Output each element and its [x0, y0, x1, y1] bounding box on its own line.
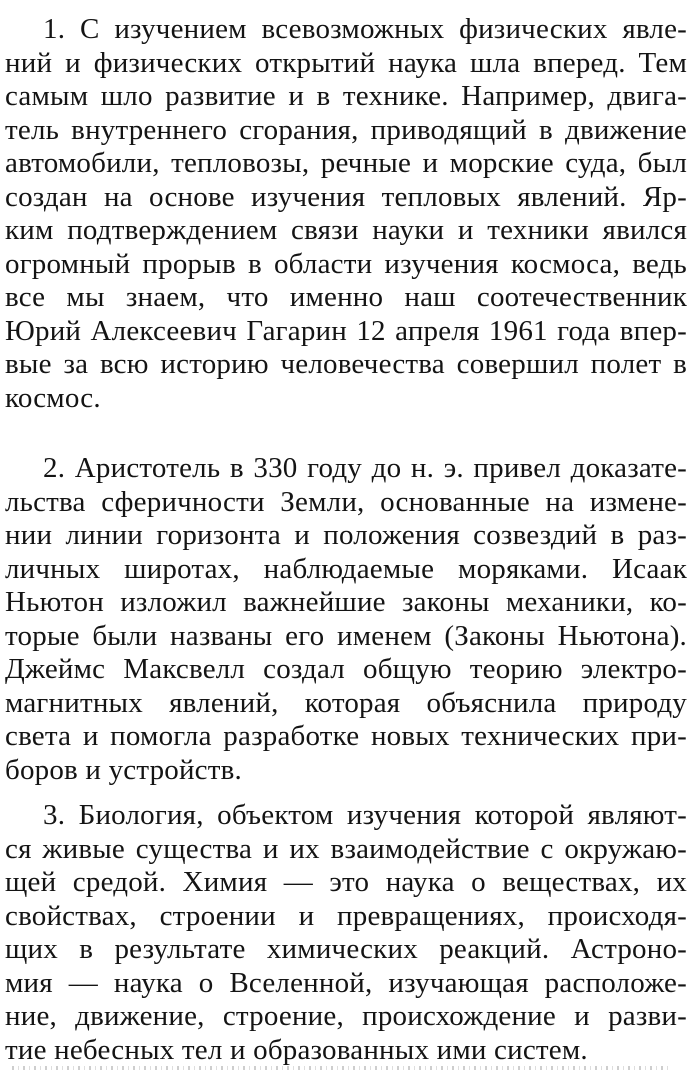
text-line: личных широтах, наблюдаемые моряками. Исаак: [5, 552, 687, 585]
text-line: Юрий Алексеевич Гагарин 12 апреля 1961 года впер-: [5, 314, 687, 347]
paragraph-1: [5, 13, 687, 415]
text-line: космос.: [5, 381, 101, 414]
text-line: Ньютон изложил важнейшие законы механики, ко-: [5, 586, 687, 618]
text-line: 1. С изучением всевозможных физических явле-: [43, 13, 687, 45]
text-line: света и помогла разработке новых технических при-: [5, 720, 687, 752]
text-line: боров и устройств.: [5, 753, 242, 786]
text-line: Джеймс Максвелл создал общую теорию электро-: [5, 653, 687, 685]
text-line: 2. Аристотель в 330 году до н. э. привел доказате-: [43, 452, 687, 484]
text-line: тие небесных тел и образованных ими систем.: [5, 1033, 588, 1066]
text-line: щих в результате химических реакций. Астроно-: [5, 933, 687, 965]
text-line: автомобили, тепловозы, речные и морские суда, был: [5, 147, 687, 179]
text-line: вые за всю историю человечества совершил полет в: [5, 348, 687, 380]
text-line: мия — наука о Вселенной, изучающая расположе-: [5, 966, 687, 999]
text-line: магнитных явлений, которая объяснила природу: [5, 686, 687, 719]
text-line: 3. Биология, объектом изучения которой являют-: [43, 799, 687, 831]
text-line: нии линии горизонта и положения созвездий в раз-: [5, 519, 687, 551]
scan-noise-strip: [12, 1066, 672, 1070]
text-line: ся живые существа и их взаимодействие с окружаю-: [5, 832, 687, 865]
text-line: свойствах, строении и превращениях, происходя-: [5, 899, 687, 932]
text-line: торые были названы его именем (Законы Ньютона).: [5, 619, 687, 652]
text-line: льства сферичности Земли, основанные на измене-: [5, 485, 687, 518]
text-line: огромный прорыв в области изучения космоса, ведь: [5, 247, 687, 280]
text-line: ние, движение, строение, происхождение и разви-: [5, 1000, 687, 1032]
text-line: ким подтверждением связи науки и техники явился: [5, 214, 687, 246]
text-line: тель внутреннего сгорания, приводящий в движение: [5, 113, 687, 146]
text-line: щей средой. Химия — это наука о веществах, их: [5, 866, 687, 898]
paragraph-2: [5, 452, 687, 787]
text-line: ний и физических открытий наука шла вперед. Тем: [5, 46, 687, 79]
paragraph-3: [5, 799, 687, 1067]
text-line: все мы знаем, что именно наш соотечественник: [5, 281, 687, 313]
text-line: создан на основе изучения тепловых явлений. Яр-: [5, 180, 687, 213]
text-line: самым шло развитие и в технике. Например, двига-: [5, 80, 687, 112]
